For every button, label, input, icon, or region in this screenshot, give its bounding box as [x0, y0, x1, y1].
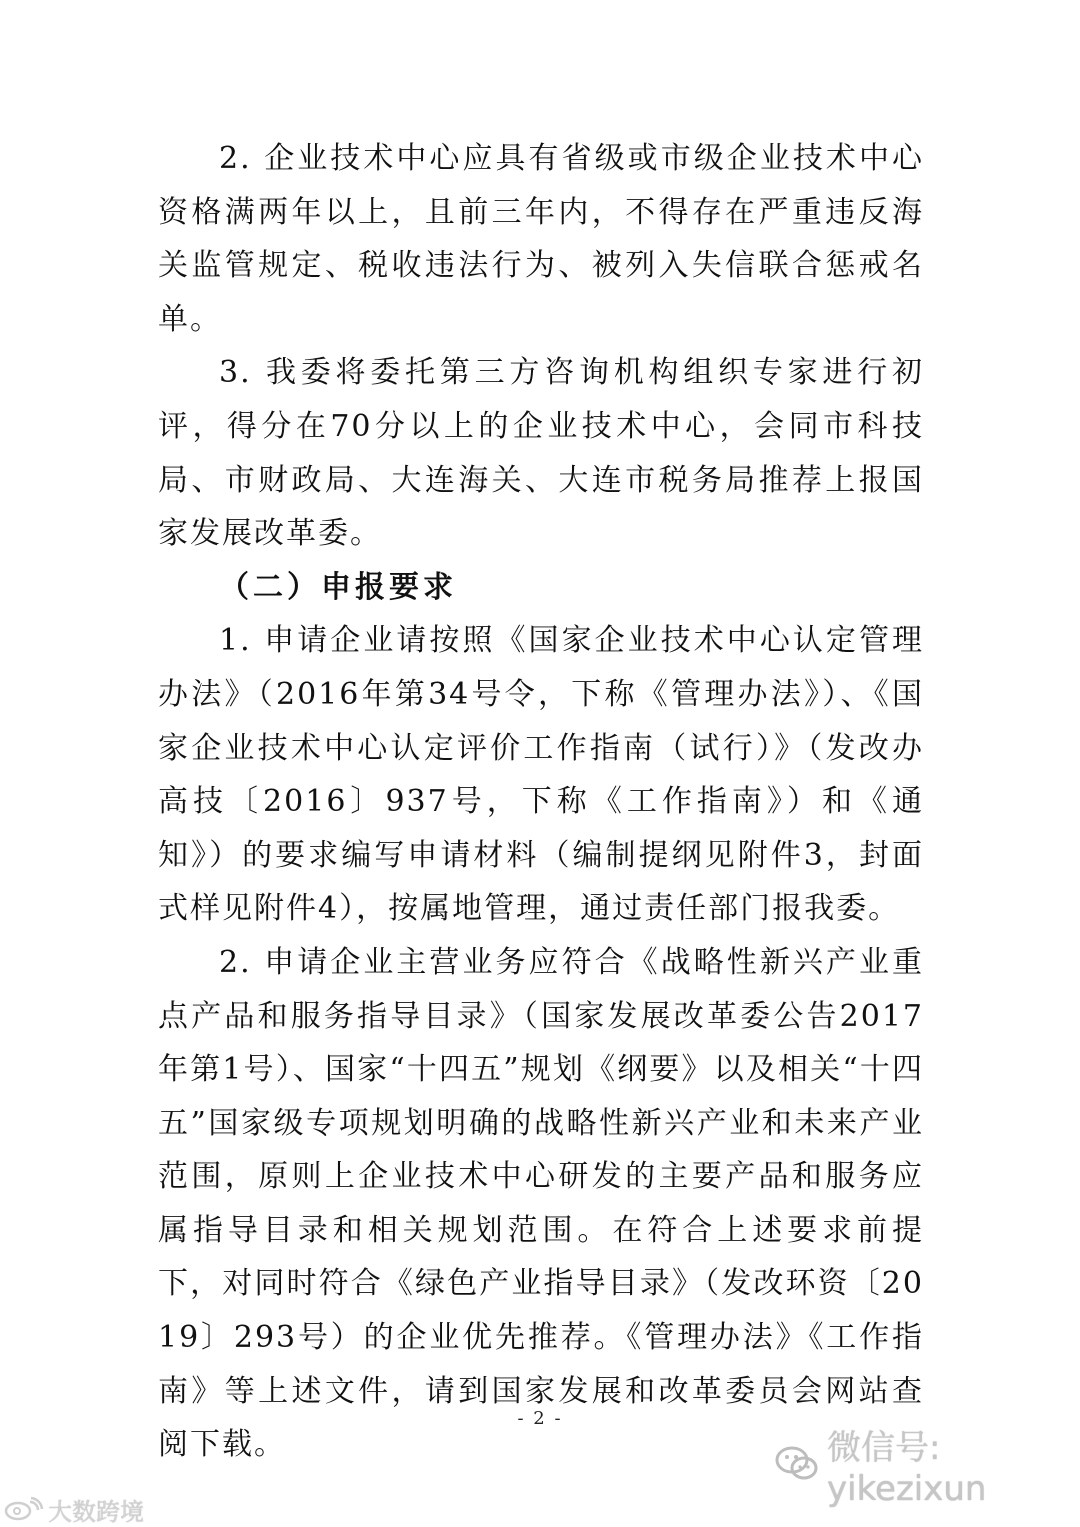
section-heading: （二）申报要求	[219, 569, 457, 605]
paragraph-eligibility-3: 3. 我委将委托第三方咨询机构组织专家进行初评，得分在70分以上的企业技术中心，会同市科技局、市财政局、大连海关、大连市税务局推荐上报国家发展改革委。	[158, 355, 924, 552]
paragraph-eligibility-2: 2. 企业技术中心应具有省级或市级企业技术中心资格满两年以上，且前三年内，不得存在严重违反海关监管规定、税收违法行为、被列入失信联合惩戒名单。	[158, 141, 924, 337]
paragraph-requirement-1: 1. 申请企业请按照《国家企业技术中心认定管理办法》（2016年第34号令，下称《管理办法》）、《国家企业技术中心认定评价工作指南（试行）》（发改办高技〔2016〕937号，下称《工作指南》）和《通知》）的要求编写申请材料（编制提纲见附件3，封面式样见附件4），按属地管理，通过责任部门报我委。	[158, 623, 924, 927]
wechat-watermark-text: 微信号: yikezixun	[827, 1427, 987, 1509]
document-body	[158, 132, 924, 1472]
wechat-icon	[775, 1445, 819, 1483]
paragraph-requirement-2: 2. 申请企业主营业务应符合《战略性新兴产业重点产品和服务指导目录》（国家发展改革委公告2017年第1号）、国家“十四五”规划《纲要》以及相关“十四五”国家级专项规划明确的战略性新兴产业和未来产业范围，原则上企业技术中心研发的主要产品和服务应属指导目录和相关规划范围。在符合上述要求前提下，对同时符合《绿色产业指导目录》（发改环资〔2019〕293号）的企业优先推荐。《管理办法》《工作指南》等上述文件，请到国家发展和改革委员会网站查阅下载。	[158, 944, 924, 1463]
weibo-icon	[4, 1496, 44, 1522]
wechat-watermark	[775, 1427, 1080, 1509]
page-number: - 2 -	[517, 1408, 563, 1429]
weibo-watermark	[4, 1494, 144, 1524]
weibo-watermark-text: 大数跨境	[48, 1497, 144, 1526]
